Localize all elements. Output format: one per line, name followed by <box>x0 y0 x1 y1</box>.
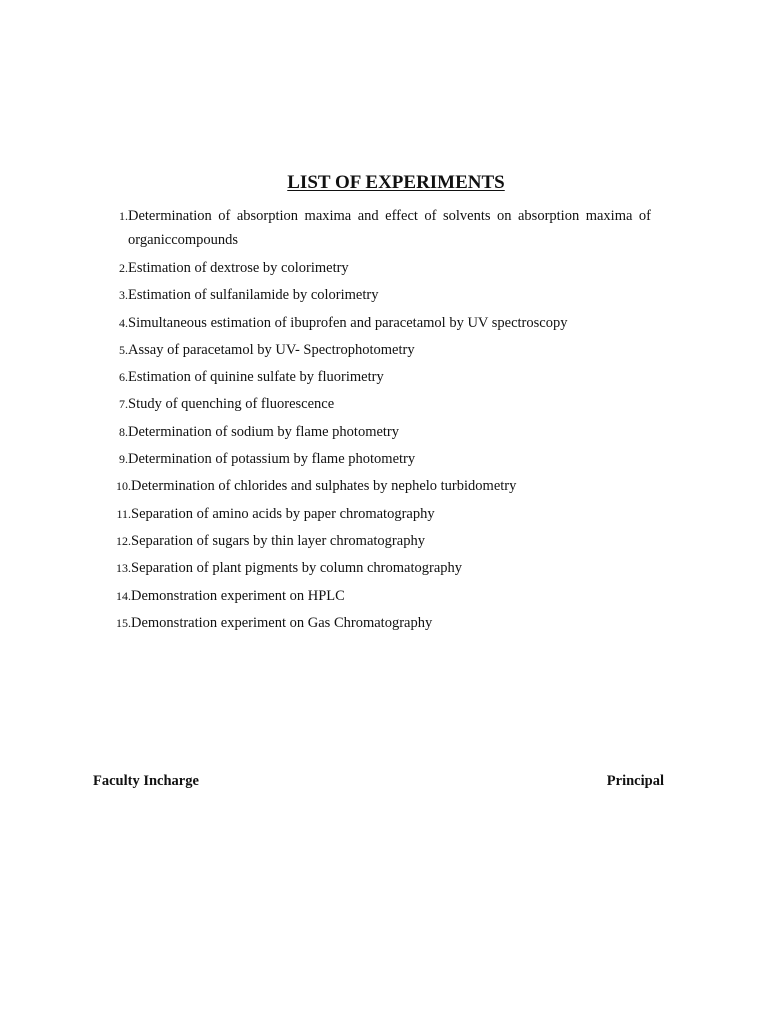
list-item <box>100 255 651 282</box>
list-item <box>100 446 651 473</box>
item-number: 5. <box>119 342 128 357</box>
item-text: Estimation of sulfanilamide by colorimetry <box>128 287 379 304</box>
list-item <box>100 282 651 309</box>
list-item <box>100 583 651 610</box>
item-number: 13. <box>116 561 131 576</box>
item-number: 2. <box>119 261 128 275</box>
item-number: 4. <box>119 315 128 330</box>
item-text: Simultaneous estimation of ibuprofen and paracetamol by UV spectroscopy <box>128 314 568 331</box>
item-text: Assay of paracetamol by UV- Spectrophotometry <box>128 341 415 358</box>
item-number: 1. <box>119 209 128 223</box>
item-text: Study of quenching of fluorescence <box>128 396 335 413</box>
item-number: 7. <box>119 397 128 412</box>
list-item <box>100 473 651 500</box>
item-text: Separation of sugars by thin layer chromatography <box>131 532 425 549</box>
item-number: 14. <box>116 588 131 603</box>
list-item <box>100 310 651 337</box>
page-title: LIST OF EXPERIMENTS <box>287 172 505 193</box>
item-number: 8. <box>119 424 128 439</box>
list-item <box>100 391 651 418</box>
list-item <box>100 610 651 637</box>
item-text: Demonstration experiment on HPLC <box>131 587 345 604</box>
item-text: Separation of plant pigments by column chromatography <box>131 560 463 577</box>
faculty-incharge-signature-label: Faculty Incharge <box>93 773 199 789</box>
item-text: Determination of chlorides and sulphates by nephelo turbidometry <box>131 478 517 495</box>
experiment-list <box>100 204 651 637</box>
principal-signature-label: Principal <box>606 773 664 789</box>
item-number: 15. <box>116 615 131 630</box>
item-text: Determination of potassium by flame photometry <box>128 451 416 468</box>
list-item <box>100 555 651 582</box>
list-item <box>100 528 651 555</box>
item-text: Determination of absorption maxima and effect of solvents on absorption maxima of organiccompounds <box>128 208 651 248</box>
item-text: Separation of amino acids by paper chromatography <box>131 505 435 522</box>
item-number: 12. <box>116 533 131 548</box>
item-number: 3. <box>119 288 128 303</box>
item-text: Demonstration experiment on Gas Chromatography <box>131 614 433 631</box>
item-number: 6. <box>119 370 128 385</box>
list-item <box>100 364 651 391</box>
list-item <box>100 501 651 528</box>
list-item <box>100 419 651 446</box>
item-number: 11. <box>116 506 131 521</box>
item-number: 9. <box>119 452 128 467</box>
list-item <box>100 337 651 364</box>
list-item <box>100 204 651 252</box>
item-text: Determination of sodium by flame photometry <box>128 423 400 440</box>
item-text: Estimation of quinine sulfate by fluorimetry <box>128 369 384 386</box>
item-number: 10. <box>116 479 131 494</box>
item-text: Estimation of dextrose by colorimetry <box>128 260 349 276</box>
